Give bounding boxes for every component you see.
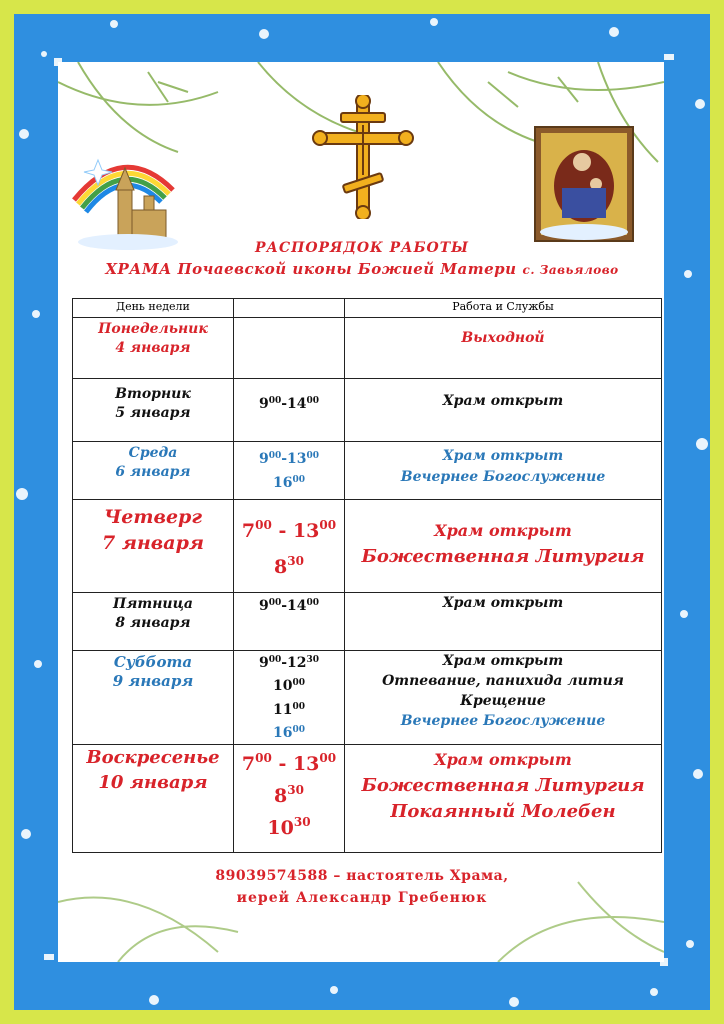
- service-cell: [345, 651, 662, 745]
- day-name: Воскресенье: [86, 747, 220, 768]
- day-name: Пятница: [113, 596, 193, 612]
- time-cell: [234, 651, 345, 745]
- header-service: Работа и Службы: [345, 299, 662, 318]
- day-name: Понедельник: [98, 321, 208, 337]
- time-range: $9^{00}-14^{00}$: [258, 598, 320, 614]
- service-item: Божественная Литургия: [361, 546, 645, 567]
- schedule-table: [72, 298, 662, 853]
- table-row: [73, 379, 662, 442]
- day-name: Среда: [128, 445, 178, 461]
- schedule-title: РАСПОРЯДОК РАБОТЫ: [255, 240, 469, 256]
- day-date: 6 января: [115, 464, 191, 480]
- time-single: $10^{30}$: [267, 815, 311, 839]
- service-item: Крещение: [460, 693, 546, 709]
- time-cell: [234, 442, 345, 500]
- service-item: Храм открыт: [442, 653, 564, 669]
- day-date: 5 января: [115, 405, 191, 421]
- service-cell: [345, 745, 662, 853]
- service-item: Храм открыт: [442, 448, 564, 464]
- header-day: День недели: [73, 299, 234, 318]
- day-name: Суббота: [113, 653, 193, 671]
- service-item: Вечернее Богослужение: [400, 713, 606, 729]
- church-rainbow-icon: [68, 150, 180, 250]
- service-item: Покаянный Молебен: [390, 801, 616, 822]
- time-range: $9^{00}-14^{00}$: [258, 396, 320, 412]
- time-cell: [234, 500, 345, 593]
- service-item: Храм открыт: [442, 595, 564, 611]
- service-cell: [345, 500, 662, 593]
- time-cell: [234, 593, 345, 651]
- day-cell: [73, 318, 234, 379]
- time-single: $8^{30}$: [274, 783, 304, 807]
- time-single: $11^{00}$: [272, 702, 305, 718]
- time-range: $9^{00}-13^{00}$: [258, 451, 320, 467]
- table-row: [73, 500, 662, 593]
- day-date: 4 января: [115, 340, 191, 356]
- day-date: 7 января: [101, 532, 204, 554]
- time-cell: [234, 745, 345, 853]
- orthodox-cross-icon: [311, 95, 415, 219]
- table-header-row: [73, 299, 662, 318]
- time-cell: [234, 379, 345, 442]
- theotokos-icon-image: [534, 126, 634, 242]
- header-time: [234, 299, 345, 318]
- table-row: [73, 593, 662, 651]
- time-range: $7^{00} - 13^{00}$: [241, 518, 337, 542]
- service-item: Храм открыт: [434, 521, 572, 540]
- time-cell: [234, 318, 345, 379]
- service-item: Отпевание, панихида лития: [382, 673, 624, 689]
- contact-phone: 89039574588 – настоятель Храма,: [215, 868, 509, 884]
- service-cell: [345, 379, 662, 442]
- time-single: $8^{30}$: [274, 554, 304, 578]
- time-single: $16^{00}$: [272, 725, 305, 741]
- time-single: $16^{00}$: [272, 475, 305, 491]
- table-row: [73, 442, 662, 500]
- table-row: [73, 651, 662, 745]
- table-row: [73, 745, 662, 853]
- service-cell: [345, 593, 662, 651]
- day-cell: [73, 593, 234, 651]
- day-cell: [73, 379, 234, 442]
- day-cell: [73, 442, 234, 500]
- time-single: $10^{00}$: [272, 678, 305, 694]
- service-item: Выходной: [461, 330, 545, 346]
- day-date: 9 января: [112, 672, 194, 690]
- day-cell: [73, 500, 234, 593]
- time-range: $9^{00}-12^{30}$: [258, 655, 320, 671]
- day-date: 10 января: [98, 772, 208, 793]
- priest-name: иерей Александр Гребенюк: [236, 890, 488, 906]
- service-item: Храм открыт: [442, 393, 564, 409]
- table-row: [73, 318, 662, 379]
- day-date: 8 января: [115, 615, 191, 631]
- service-item: Храм открыт: [434, 750, 572, 769]
- village-name: с. Завьялово: [522, 263, 619, 277]
- day-cell: [73, 745, 234, 853]
- service-item: Вечернее Богослужение: [400, 469, 606, 485]
- service-cell: [345, 442, 662, 500]
- church-name-text: ХРАМА Почаевской иконы Божией Матери: [105, 260, 517, 278]
- service-item: Божественная Литургия: [361, 775, 645, 796]
- service-cell: [345, 318, 662, 379]
- day-cell: [73, 651, 234, 745]
- day-name: Четверг: [103, 506, 203, 528]
- day-name: Вторник: [115, 386, 191, 402]
- church-name: [0, 260, 724, 278]
- time-range: $7^{00} - 13^{00}$: [241, 751, 337, 775]
